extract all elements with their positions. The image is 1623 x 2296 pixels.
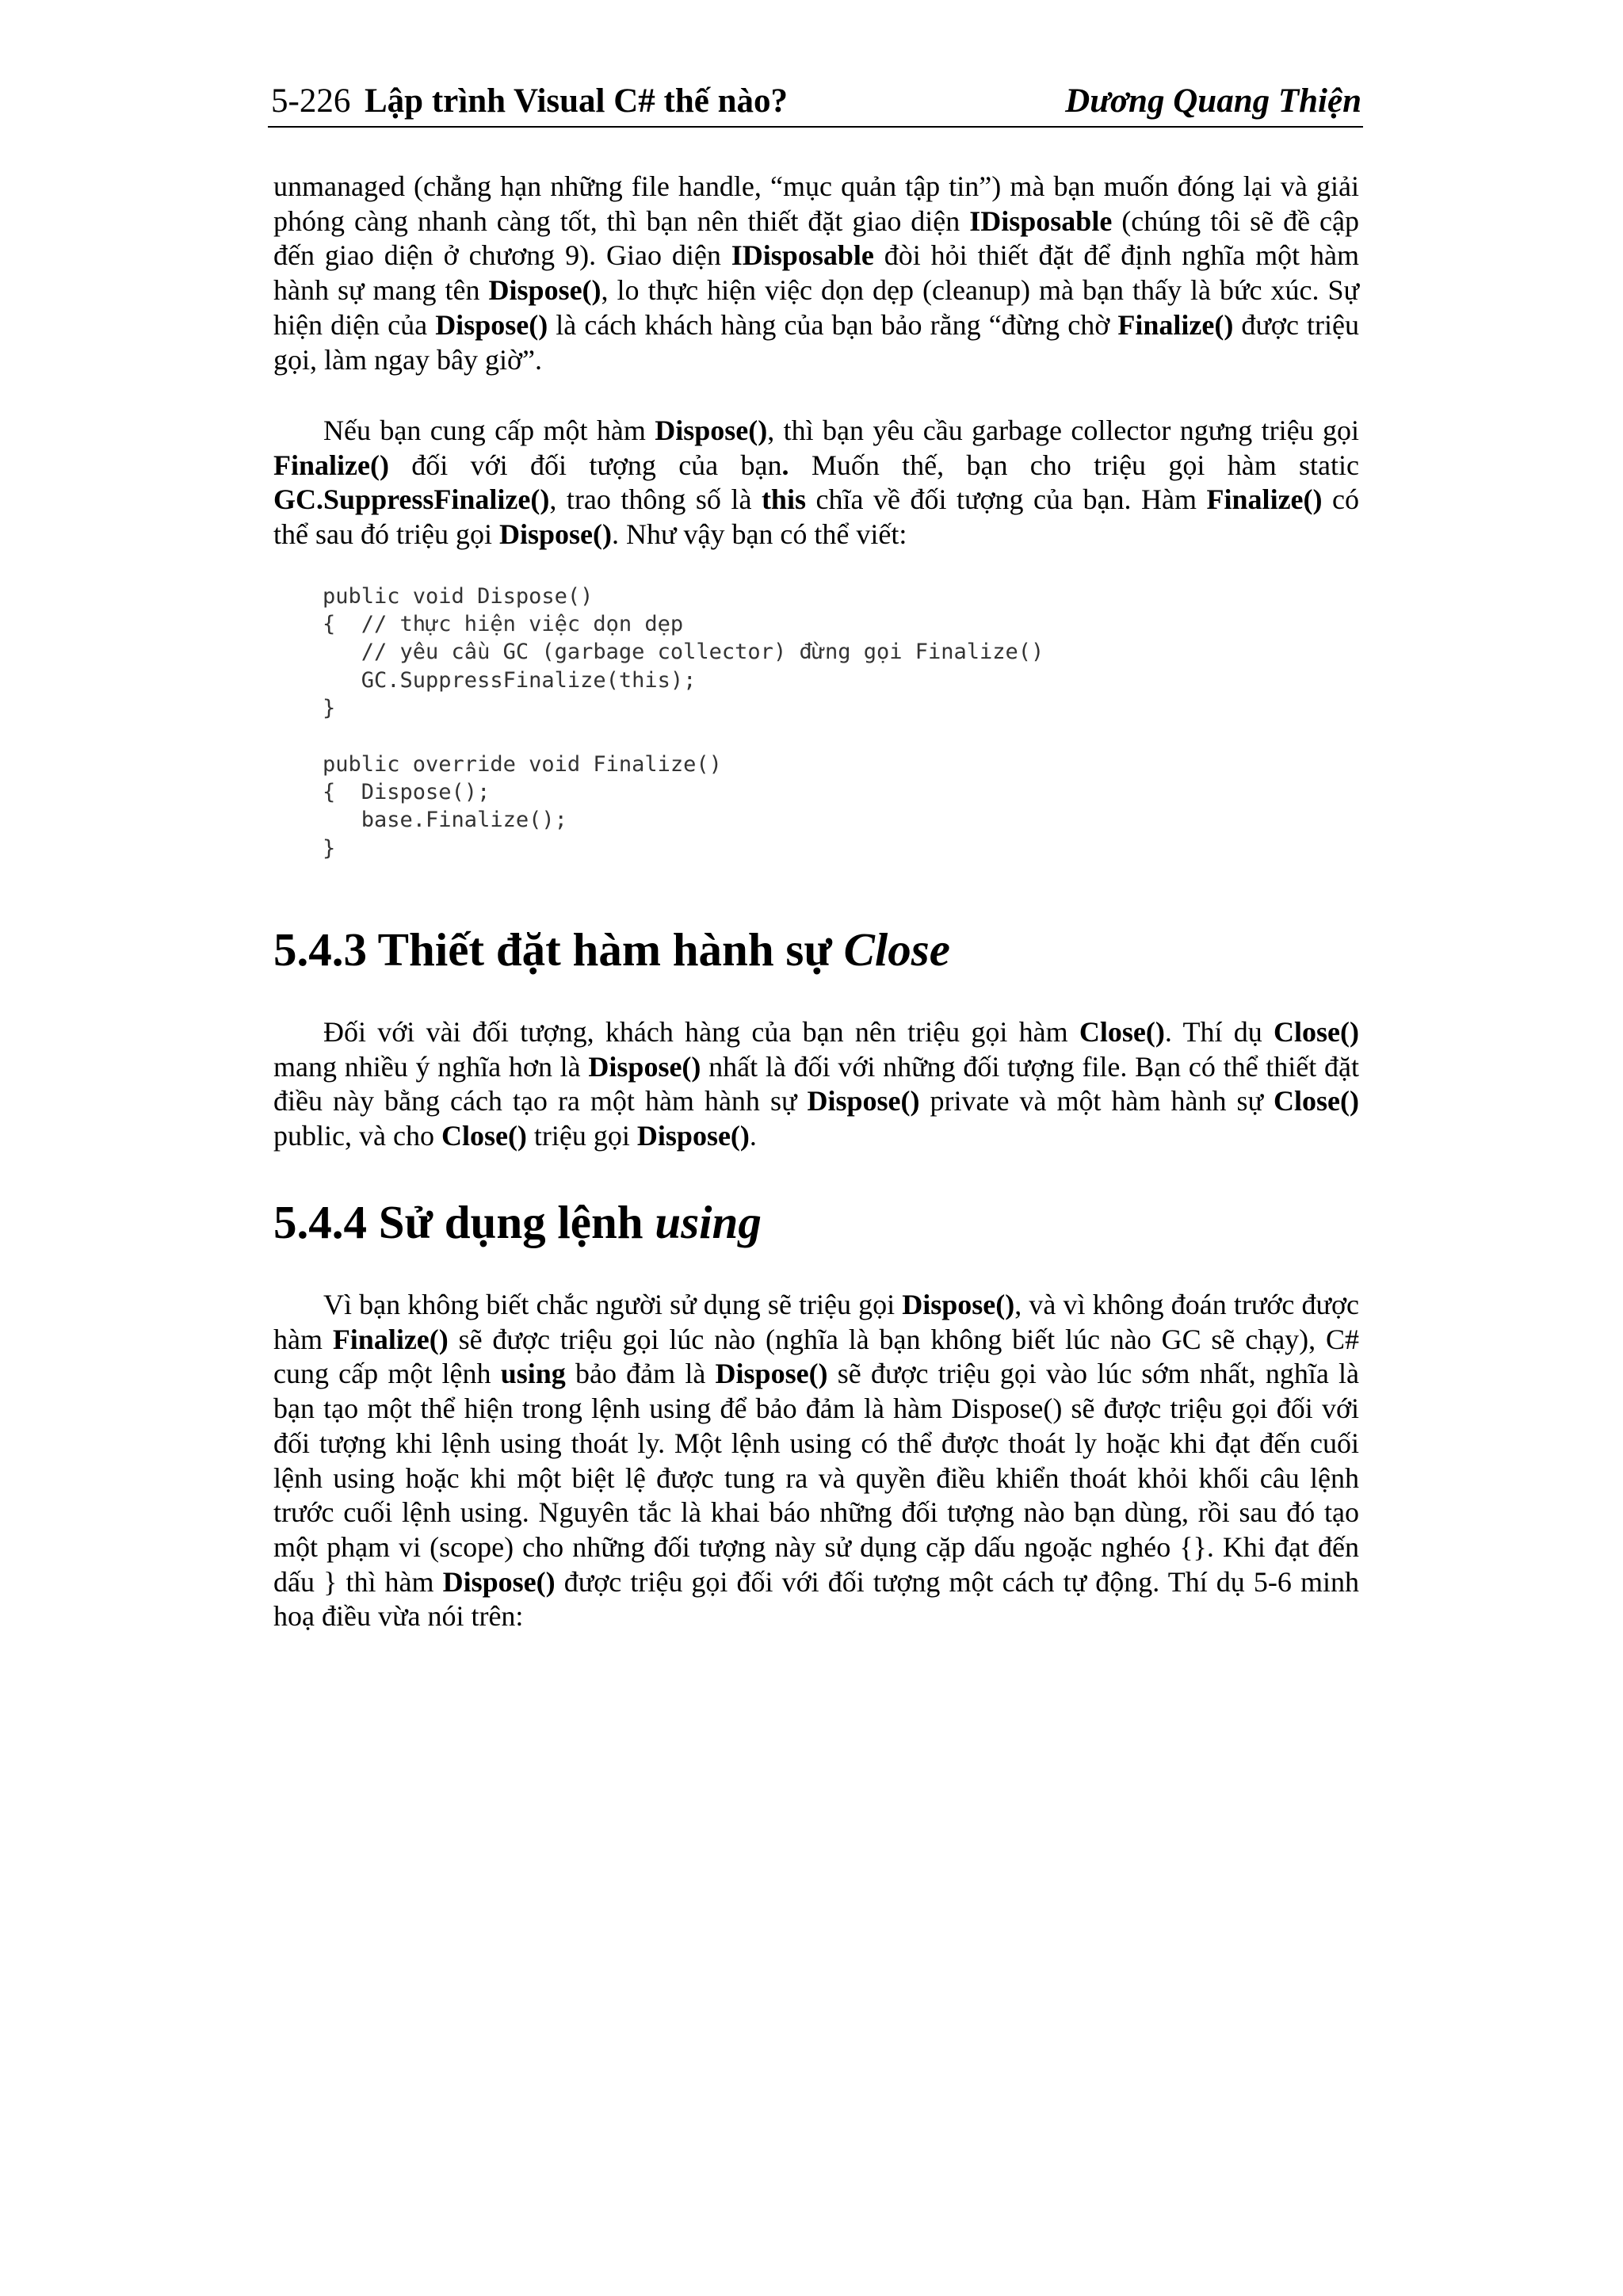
bold-term: Dispose() bbox=[442, 1565, 556, 1598]
text-run: , thì bạn yêu cầu garbage collector ngưng triệu gọi bbox=[767, 415, 1359, 446]
text-run: . Như vậy bạn có thể viết: bbox=[611, 518, 907, 551]
section-heading-5-4-4-italic: using bbox=[655, 1196, 762, 1248]
paragraph-using-statement bbox=[273, 1288, 1359, 1634]
text-run: sẽ được triệu gọi lúc nào (nghĩa là bạn không biết lúc nào GC sẽ chạy), C# cung cấp một lệnh bbox=[273, 1323, 1359, 1390]
text-run: có thể sau đó triệu gọi bbox=[273, 483, 1359, 551]
header-rule bbox=[268, 126, 1363, 128]
bold-term: Dispose() bbox=[636, 1120, 750, 1152]
text-run: Vì bạn không biết chắc người sử dụng sẽ triệu gọi bbox=[323, 1289, 903, 1320]
text-run: (chúng tôi sẽ đề cập đến giao diện ở chương 9). Giao diện bbox=[273, 204, 1359, 272]
bold-term: IDisposable bbox=[969, 204, 1113, 237]
bold-term: Dispose() bbox=[715, 1358, 828, 1390]
text-run: bảo đảm là bbox=[565, 1358, 716, 1390]
bold-term: Dispose() bbox=[435, 308, 548, 341]
code-block-finalize: public override void Finalize() { Dispose(); base.Finalize(); } bbox=[323, 752, 722, 861]
bold-term: Dispose() bbox=[488, 274, 601, 307]
bold-term: Close() bbox=[1274, 1016, 1359, 1048]
bold-term: Finalize() bbox=[1206, 483, 1323, 516]
bold-term: Dispose() bbox=[807, 1085, 920, 1117]
section-heading-5-4-3-italic: Close bbox=[843, 923, 950, 976]
bold-term: Finalize() bbox=[332, 1323, 449, 1355]
paragraph-close-method bbox=[273, 1015, 1359, 1154]
text-run: được triệu gọi, làm ngay bây giờ”. bbox=[273, 308, 1359, 376]
bold-term: Dispose() bbox=[498, 518, 612, 551]
section-heading-5-4-4 bbox=[273, 1194, 762, 1250]
bold-term: IDisposable bbox=[731, 239, 874, 272]
text-run: là cách khách hàng của bạn bảo rằng “đừng chờ bbox=[548, 308, 1118, 341]
running-header bbox=[271, 78, 1361, 125]
text-run: private và một hàm hành sự bbox=[919, 1085, 1274, 1117]
text-run: đòi hỏi thiết đặt để định nghĩa một hàm hành sự mang tên bbox=[273, 239, 1359, 307]
text-run: public, và cho bbox=[273, 1120, 441, 1152]
author-name: Dương Quang Thiện bbox=[1065, 82, 1361, 120]
bold-term: Dispose() bbox=[588, 1050, 701, 1083]
bold-term: . bbox=[781, 449, 789, 481]
text-run: , và vì không đoán trước được hàm bbox=[273, 1289, 1359, 1355]
text-run: , trao thông số là bbox=[549, 483, 762, 516]
bold-term: Close() bbox=[1079, 1016, 1165, 1048]
text-run: nhất là đối với những đối tượng file. Bạn có thể thiết đặt điều này bằng cách tạo ra một hàm hành sự bbox=[273, 1050, 1359, 1117]
text-run: . Thí dụ bbox=[1164, 1016, 1274, 1048]
text-run: được triệu gọi đối với đối tượng một cách tự động. Thí dụ 5-6 minh hoạ điều vừa nói trên: bbox=[273, 1565, 1359, 1633]
text-run: Muốn thế, bạn cho triệu gọi hàm static bbox=[789, 449, 1360, 481]
bold-term: using bbox=[500, 1358, 566, 1390]
bold-term: Finalize() bbox=[1117, 308, 1234, 341]
section-heading-5-4-4-text: 5.4.4 Sử dụng lệnh bbox=[273, 1196, 655, 1248]
text-run: sẽ được triệu gọi vào lúc sớm nhất, nghĩa là bạn tạo một thể hiện trong lệnh using để bảo đảm là hàm Dispose() sẽ được triệu gọi đối với đối tượng khi lệnh using thoát ly. Một lệnh using có thể được thoát ly hoặc khi đạt đến cuối lệnh using hoặc khi một biệt lệ được tung ra và quyền điều khiển thoát khỏi khối câu lệnh trước cuối lệnh using. Nguyên tắc là khai báo những đối tượng nào bạn dùng, rồi sau đó tạo một phạm vi (scope) cho những đối tượng này sử dụng cặp dấu ngoặc nghéo {}. Khi đạt đến dấu } thì hàm bbox=[273, 1358, 1359, 1598]
section-heading-5-4-3-text: 5.4.3 Thiết đặt hàm hành sự bbox=[273, 923, 844, 976]
bold-term: this bbox=[761, 483, 806, 516]
page-number: 5-226 bbox=[271, 82, 351, 120]
bold-term: Close() bbox=[1274, 1085, 1359, 1117]
text-run: mang nhiều ý nghĩa hơn là bbox=[273, 1050, 589, 1083]
text-run: Đối với vài đối tượng, khách hàng của bạn nên triệu gọi hàm bbox=[323, 1016, 1079, 1048]
text-run: , lo thực hiện việc dọn dẹp (cleanup) mà bạn thấy là bức xúc. Sự hiện diện của bbox=[273, 274, 1359, 341]
code-block-dispose: public void Dispose() { // thực hiện việc dọn dẹp // yêu cầu GC (garbage collector) đừng gọi Finalize() GC.SuppressFinalize(this); } bbox=[323, 584, 1044, 720]
text-run: . bbox=[749, 1120, 757, 1152]
bold-term: Close() bbox=[441, 1120, 527, 1152]
section-heading-5-4-3 bbox=[273, 922, 950, 977]
paragraph-suppress-finalize bbox=[273, 414, 1359, 552]
paragraph-idisposable bbox=[273, 170, 1359, 377]
bold-term: GC.SuppressFinalize() bbox=[273, 483, 550, 516]
text-run: đối với đối tượng của bạn bbox=[388, 449, 782, 481]
bold-term: Dispose() bbox=[655, 415, 768, 446]
book-title: Lập trình Visual C# thế nào? bbox=[365, 82, 789, 120]
text-run: Nếu bạn cung cấp một hàm bbox=[323, 415, 655, 446]
text-run: chĩa về đối tượng của bạn. Hàm bbox=[805, 483, 1207, 516]
bold-term: Finalize() bbox=[273, 449, 389, 481]
text-run: triệu gọi bbox=[526, 1120, 637, 1152]
text-run: unmanaged (chẳng hạn những file handle, “mục quản tập tin”) mà bạn muốn đóng lại và giải phóng càng nhanh càng tốt, thì bạn nên thiết đặt giao diện bbox=[273, 170, 1359, 237]
bold-term: Dispose() bbox=[902, 1289, 1015, 1320]
